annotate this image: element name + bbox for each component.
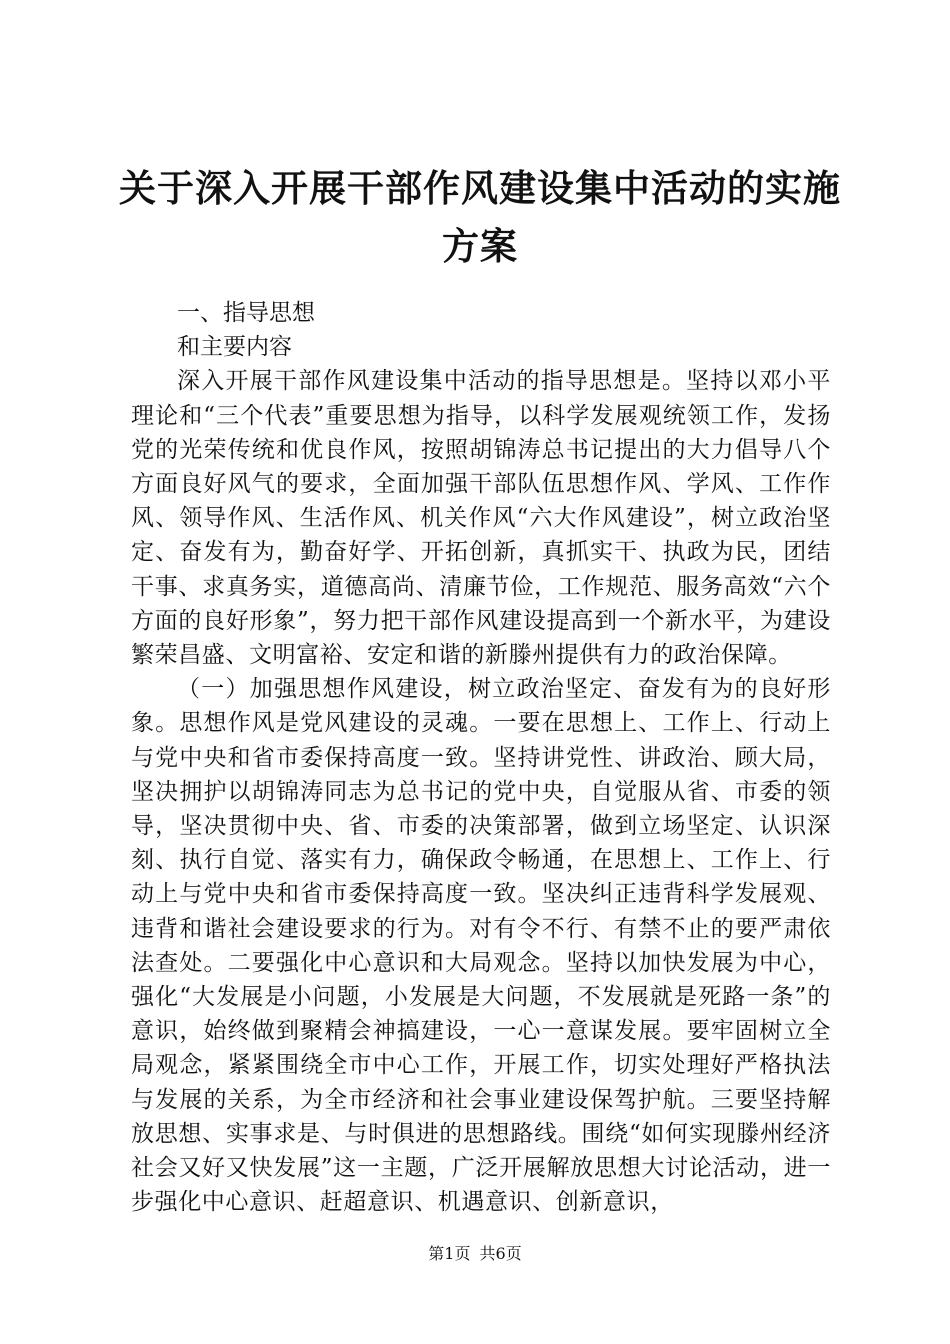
document-body [131,296,831,1219]
document-title: 关于深入开展干部作风建设集中活动的实施方案 [119,167,841,268]
paragraph-guiding-thought: 深入开展干部作风建设集中活动的指导思想是。坚持以邓小平理论和“三个代表”重要思想为指导，以科学发展观统领工作，发扬党的光荣传统和优良作风，按照胡锦涛总书记提出的大力倡导八个方面良好风气的要求，全面加强干部队伍思想作风、学风、工作作风、领导作风、生活作风、机关作风“六大作风建设”，树立政治坚定、奋发有为，勤奋好学、开拓创新，真抓实干、执政为民，团结干事、求真务实，道德高尚、清廉节俭，工作规范、服务高效“六个方面的良好形象”，努力把干部作风建设提高到一个新水平，为建设繁荣昌盛、文明富裕、安定和谐的新滕州提供有力的政治保障。 [131,368,831,669]
section-heading: 一、指导思想 [177,300,315,326]
paragraph-ideological-style: （一）加强思想作风建设，树立政治坚定、奋发有为的良好形象。思想作风是党风建设的灵魂。一要在思想上、工作上、行动上与党中央和省市委保持高度一致。坚持讲党性、讲政治、顾大局，坚决拥护以胡锦涛同志为总书记的党中央，自觉服从省、市委的领导，坚决贯彻中央、省、市委的决策部署，做到立场坚定、认识深刻、执行自觉、落实有力，确保政令畅通，在思想上、工作上、行动上与党中央和省市委保持高度一致。坚决纠正违背科学发展观、违背和谐社会建设要求的行为。对有令不行、有禁不止的要严肃依法查处。二要强化中心意识和大局观念。坚持以加快发展为中心，强化“大发展是小问题，小发展是大问题，不发展就是死路一条”的意识，始终做到聚精会神搞建设，一心一意谋发展。要牢固树立全局观念，紧紧围绕全市中心工作，开展工作，切实处理好严格执法与发展的关系，为全市经济和社会事业建设保驾护航。三要坚持解放思想、实事求是、与时俱进的思想路线。围绕“如何实现滕州经济社会又好又快发展”这一主题，广泛开展解放思想大讨论活动，进一步强化中心意识、赶超意识、机遇意识、创新意识， [131,676,831,1216]
section-heading-continuation: 和主要内容 [177,334,292,361]
page-number: 第1页 [428,1244,471,1263]
page-total: 共6页 [479,1244,522,1263]
page-footer [0,1243,950,1265]
